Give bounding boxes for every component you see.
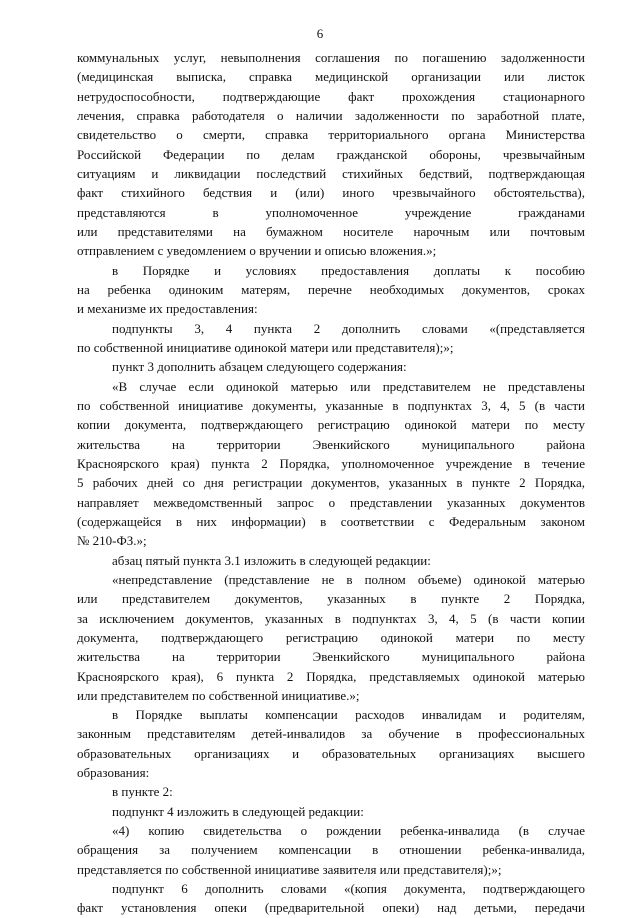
text-line: и механизме их предоставления: [77,301,258,317]
document-body [77,48,585,918]
text-line: или представителем документов, указанных в пункте 2 Порядка, [77,591,585,607]
text-line: ситуациям и ликвидации последствий стихийных бедствий, подтверждающая [77,165,585,181]
text-line: абзац пятый пункта 3.1 изложить в следующей редакции: [112,552,431,568]
text-line: пункт 3 дополнить абзацем следующего содержания: [112,359,407,375]
text-line: законным представителям детей-инвалидов за обучение в профессиональных [77,726,585,742]
text-line: образования: [77,765,150,781]
text-line: образовательных организациях и образовательных организациях высшего [77,745,585,761]
text-line: жительства на территории Эвенкийского муниципального района [77,649,585,665]
text-line: «В случае если одинокой матерью или представителем не представлены [112,378,585,394]
text-line: «непредставление (представление не в полном объеме) одинокой матерью [112,571,585,587]
page-number: 6 [316,26,324,41]
text-line: в Порядке выплаты компенсации расходов инвалидам и родителям, [112,707,585,723]
text-line: Красноярского края), 6 пункта 2 Порядка, представляемых одинокой матерью [77,668,585,684]
text-line: жительства на территории Эвенкийского муниципального района [77,436,585,452]
text-line: подпункты 3, 4 пункта 2 дополнить словами «(представляется [112,320,585,336]
text-line: «4) копию свидетельства о рождении ребенка-инвалида (в случае [112,823,585,839]
text-line: факт установления опеки (предварительной опеки) над детьми, передачи [77,900,585,916]
text-line: за исключением документов, указанных в подпунктах 3, 4, 5 (в части копии [77,610,585,626]
text-line: на ребенка одиноким матерям, перечне необходимых документов, сроках [77,281,585,297]
text-line: представляются в уполномоченное учреждение гражданами [77,204,585,220]
text-line: в пункте 2: [112,784,173,800]
text-line: свидетельство о смерти, справка территориального органа Министерства [77,127,585,143]
text-line: копии документа, подтверждающего регистрацию одинокой матери по месту [77,417,585,433]
text-line: по собственной инициативе одинокой матери или представителя);»; [77,339,454,355]
text-line: нетрудоспособности, подтверждающие факт прохождения стационарного [77,88,585,104]
text-line: коммунальных услуг, невыполнения соглашения по погашению задолженности [77,50,585,65]
text-line: подпункт 4 изложить в следующей редакции: [112,803,364,819]
text-line: представляется по собственной инициативе заявителя или представителя);»; [77,861,502,877]
text-line: (содержащейся в них информации) в соответствии с Федеральным законом [77,513,585,529]
text-line: 5 рабочих дней со дня регистрации документов, указанных в пункте 2 Порядка, [77,475,585,491]
text-line: в Порядке и условиях предоставления доплаты к пособию [112,262,585,278]
text-line: (медицинская выписка, справка медицинской организации или листок [77,69,585,85]
text-line: факт стихийного бедствия и (или) иного чрезвычайного обстоятельства), [77,185,585,201]
text-line: отправлением с уведомлением о вручении и описью вложения.»; [77,243,437,259]
text-line: обращения за получением компенсации в отношении ребенка-инвалида, [77,842,585,858]
text-line: направляет межведомственный запрос о представлении указанных документов [77,494,585,510]
text-line: лечения, справка работодателя о наличии задолженности по заработной плате, [77,107,585,123]
text-line: или представителями на бумажном носителе нарочным или почтовым [77,223,585,239]
text-line: Красноярского края) пункта 2 Порядка, уполномоченное учреждение в течение [77,455,585,471]
text-line: подпункт 6 дополнить словами «(копия документа, подтверждающего [112,881,585,897]
text-line: по собственной инициативе документы, указанные в подпунктах 3, 4, 5 (в части [77,397,585,413]
text-line: документа, подтверждающего регистрацию одинокой матери по месту [77,629,585,645]
text-line: № 210-ФЗ.»; [77,533,147,549]
text-line: Российской Федерации по делам гражданской обороны, чрезвычайным [77,146,585,162]
text-line: или представителем по собственной инициативе.»; [77,687,360,703]
